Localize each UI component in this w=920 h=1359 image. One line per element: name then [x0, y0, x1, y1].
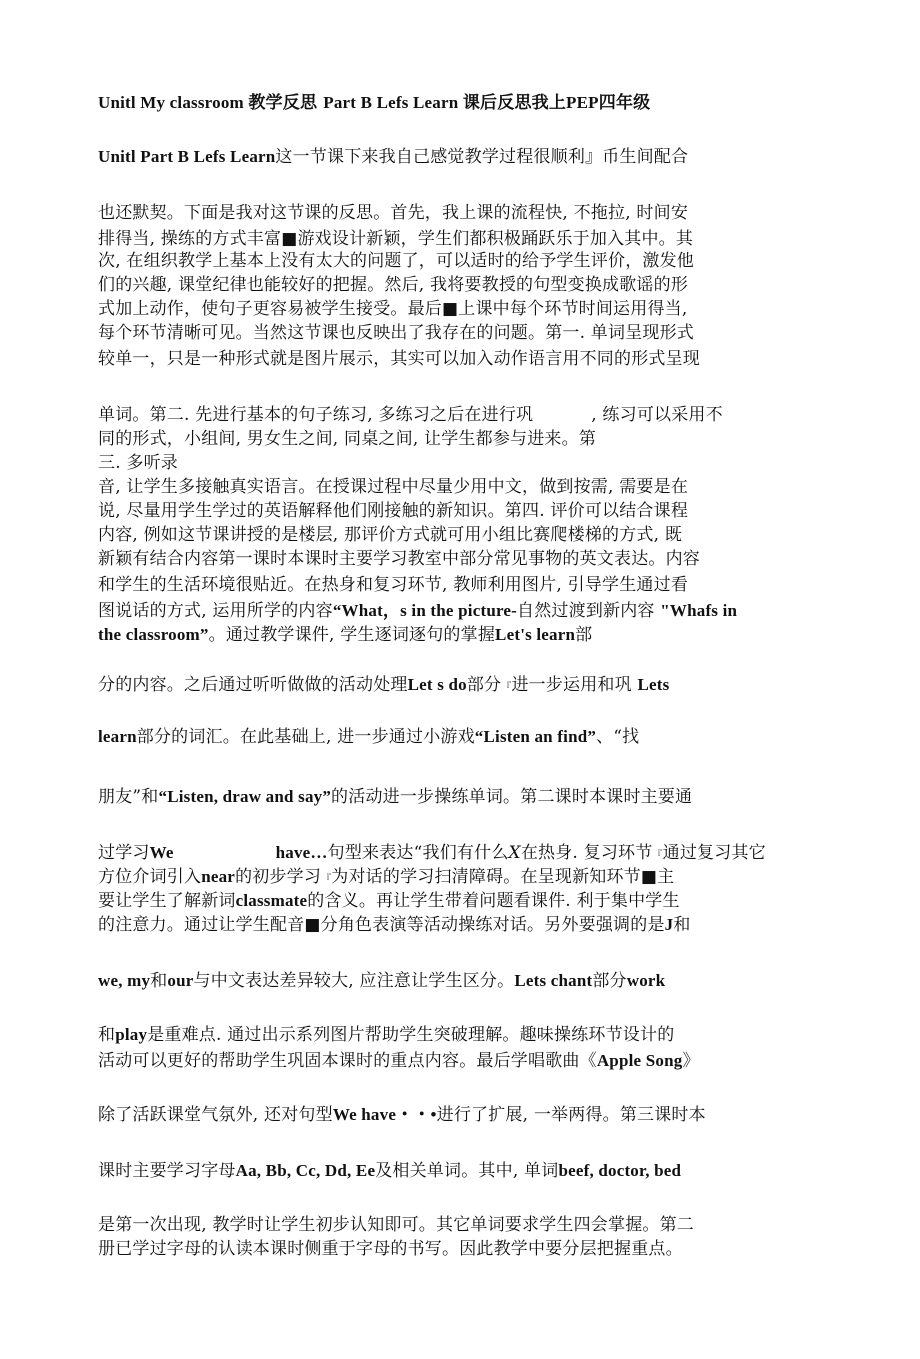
paragraph-line	[98, 146, 688, 168]
text-run: 除了活跃课堂气氛外, 还对句型	[98, 1105, 333, 1125]
text-run: 过学习	[98, 843, 150, 863]
text-run: 是重难点. 通过出示系列图片帮助学生突破理解。趣味操练环节设计的	[147, 1025, 675, 1045]
paragraph-line: 每个环节清晰可见。当然这节课也反映出了我存在的问题。第一. 单词呈现形式	[98, 323, 695, 343]
inline-english: have…	[275, 843, 328, 862]
inline-english: Let's learn	[495, 625, 576, 644]
inline-english: Let s do	[407, 675, 467, 694]
inline-english: Lets	[637, 675, 670, 694]
paragraph-line	[98, 1024, 674, 1046]
paragraph-line: 册已学过字母的认读本课时侧重于字母的书写。因此教学中要分层把握重点。	[98, 1239, 683, 1259]
paragraph-line	[98, 890, 680, 912]
text-run: 这一节课下来我自己感觉教学过程很顺利』币生间配合	[275, 147, 689, 167]
text-run: 的活动进一步操练单词。第二课时本课时主要通	[331, 787, 693, 807]
inline-english: J	[664, 915, 674, 934]
title-en-2: Part B Lefs Learn	[323, 93, 463, 112]
paragraph-line	[98, 1160, 681, 1182]
paragraph-line: 三. 多听录	[98, 453, 179, 473]
text-run: 图说话的方式, 运用所学的内容	[98, 601, 333, 621]
paragraph-line: 较单一，只是一种形式就是图片展示，其实可以加入动作语言用不同的形式呈现	[98, 349, 700, 369]
paragraph-line: 说, 尽量用学生学过的英语解释他们刚接触的新知识。第四. 评价可以结合课程	[98, 501, 689, 521]
text-run: 『	[321, 874, 332, 885]
paragraph-line	[98, 674, 669, 699]
text-run: 课时主要学习字母	[98, 1161, 236, 1181]
text-run: 的初步学习	[235, 867, 322, 887]
paragraph-line	[98, 914, 691, 936]
inline-english: “Listen, draw and say”	[158, 787, 332, 806]
title-en-3: PEP	[566, 93, 599, 112]
text-run: 分的内容。之后通过听听做做的活动处理	[98, 675, 408, 695]
paragraph-line	[98, 786, 692, 808]
title-en-1: Unitl My classroom	[98, 93, 249, 112]
paragraph-line	[98, 1050, 700, 1072]
text-run: 『	[652, 850, 663, 861]
text-run: 和	[98, 1025, 116, 1045]
paragraph-line	[98, 624, 592, 646]
text-run: , 练习可以采用不	[591, 405, 723, 425]
inline-english: we, my	[98, 971, 151, 990]
paragraph-line: 和学生的生活环境很贴近。在热身和复习环节, 教师利用图片, 引导学生通过看	[98, 575, 689, 595]
text-run: 为对话的学习扫清障碍。在呈现新知环节■主	[331, 867, 675, 887]
paragraph-line	[98, 970, 665, 992]
text-run: X	[508, 843, 521, 863]
inline-english: “Listen an find”	[474, 727, 597, 746]
inline-english: Aa, Bb, Cc, Dd, Ee	[235, 1161, 376, 1180]
paragraph-line: 次, 在组织教学上基本上没有太大的问题了，可以适时的给予学生评价，激发他	[98, 251, 695, 271]
paragraph-line: 们的兴趣, 课堂纪律也能较好的把握。然后, 我将要教授的句型变换成歌谣的形	[98, 275, 689, 295]
paragraph-line: 也还默契。下面是我对这节课的反思。首先，我上课的流程快, 不拖拉, 时间安	[98, 203, 689, 223]
title-cn-2: 课后反思我上	[462, 93, 567, 113]
title-cn-1: 教学反思	[248, 93, 324, 113]
inline-english: "Whafs in	[660, 601, 738, 620]
text-run: 与中文表达差异较大, 应注意让学生区分。	[193, 971, 515, 991]
paragraph-line: 是第一次出现, 教学时让学生初步认知即可。其它单词要求学生四会掌握。第二	[98, 1215, 695, 1235]
text-run: 》	[682, 1051, 700, 1071]
text-run: 部分的词汇。在此基础上, 进一步通过小游戏	[136, 727, 475, 747]
text-run: 部分	[592, 971, 627, 991]
inline-english: “What，s in the picture-	[332, 601, 518, 620]
text-run: 及相关单词。其中, 单词	[375, 1161, 559, 1181]
paragraph-line: 式加上动作，使句子更容易被学生接受。最后■上课中每个环节时间运用得当,	[98, 299, 688, 319]
inline-english: Lets chant	[514, 971, 593, 990]
text-run: 单词。第二. 先进行基本的句子练习, 多练习之后在进行巩	[98, 405, 534, 425]
text-run: 的注意力。通过让学生配音■分角色表演等活动操练对话。另外要强调的是	[98, 915, 665, 935]
paragraph-line	[98, 404, 723, 426]
text-run: 句型来表达“我们有什么	[327, 843, 509, 863]
paragraph-line: 新颖有结合内容第一课时本课时主要学习教室中部分常见事物的英文表达。内容	[98, 549, 700, 569]
text-run: 『	[501, 682, 512, 693]
paragraph-line: 同的形式，小组间, 男女生之间, 同桌之间, 让学生都参与进来。第	[98, 429, 597, 449]
inline-english: work	[626, 971, 666, 990]
paragraph-line	[98, 1104, 706, 1126]
inline-english: the classroom”	[98, 625, 209, 644]
paragraph-line: 排得当, 操练的方式丰富■游戏设计新颖，学生们都积极踊跃乐于加入其中。其	[98, 229, 694, 249]
text-run: 。通过教学课件, 学生逐词逐句的掌握	[208, 625, 496, 645]
text-run: 部分	[466, 675, 502, 695]
inline-english: play	[115, 1025, 148, 1044]
inline-english: Unitl Part B Lefs Learn	[98, 147, 276, 166]
title-line	[98, 92, 650, 114]
inline-english: near	[201, 867, 236, 886]
inline-english: learn	[98, 727, 137, 746]
paragraph-line	[98, 600, 737, 622]
inline-english: classmate	[235, 891, 308, 910]
inline-english: We have・・•	[332, 1105, 437, 1124]
text-run: 在热身. 复习环节	[520, 843, 653, 863]
inline-english: beef, doctor, bed	[558, 1161, 682, 1180]
inline-english: Apple Song	[596, 1051, 683, 1070]
text-run: 进行了扩展, 一举两得。第三课时本	[436, 1105, 706, 1125]
text-run: 方位介词引入	[98, 867, 202, 887]
inline-english: our	[167, 971, 194, 990]
text-run: 、“找	[596, 727, 640, 747]
paragraph-line	[98, 842, 766, 867]
paragraph-line	[98, 866, 674, 891]
paragraph-line	[98, 726, 639, 748]
text-run: 部	[575, 625, 593, 645]
text-run: 和	[673, 915, 691, 935]
text-run: 活动可以更好的帮助学生巩固本课时的重点内容。最后学唱歌曲《	[98, 1051, 597, 1071]
text-run: 进一步运用和巩	[511, 675, 638, 695]
paragraph-line: 内容, 例如这节课讲授的是楼层, 那评价方式就可用小组比赛爬楼梯的方式, 既	[98, 525, 683, 545]
text-run: 自然过渡到新内容	[517, 601, 661, 621]
inline-english: We	[149, 843, 174, 862]
title-cn-3: 四年级	[598, 93, 651, 113]
text-run: 的含义。再让学生带着问题看课件. 利于集中学生	[307, 891, 680, 911]
text-run: 通过复习其它	[662, 843, 766, 863]
paragraph-line: 音, 让学生多接触真实语言。在授课过程中尽量少用中文，做到按需, 需要是在	[98, 477, 689, 497]
text-run: 要让学生了解新词	[98, 891, 236, 911]
text-run: 和	[150, 971, 168, 991]
text-run: 朋友”和	[98, 787, 159, 807]
